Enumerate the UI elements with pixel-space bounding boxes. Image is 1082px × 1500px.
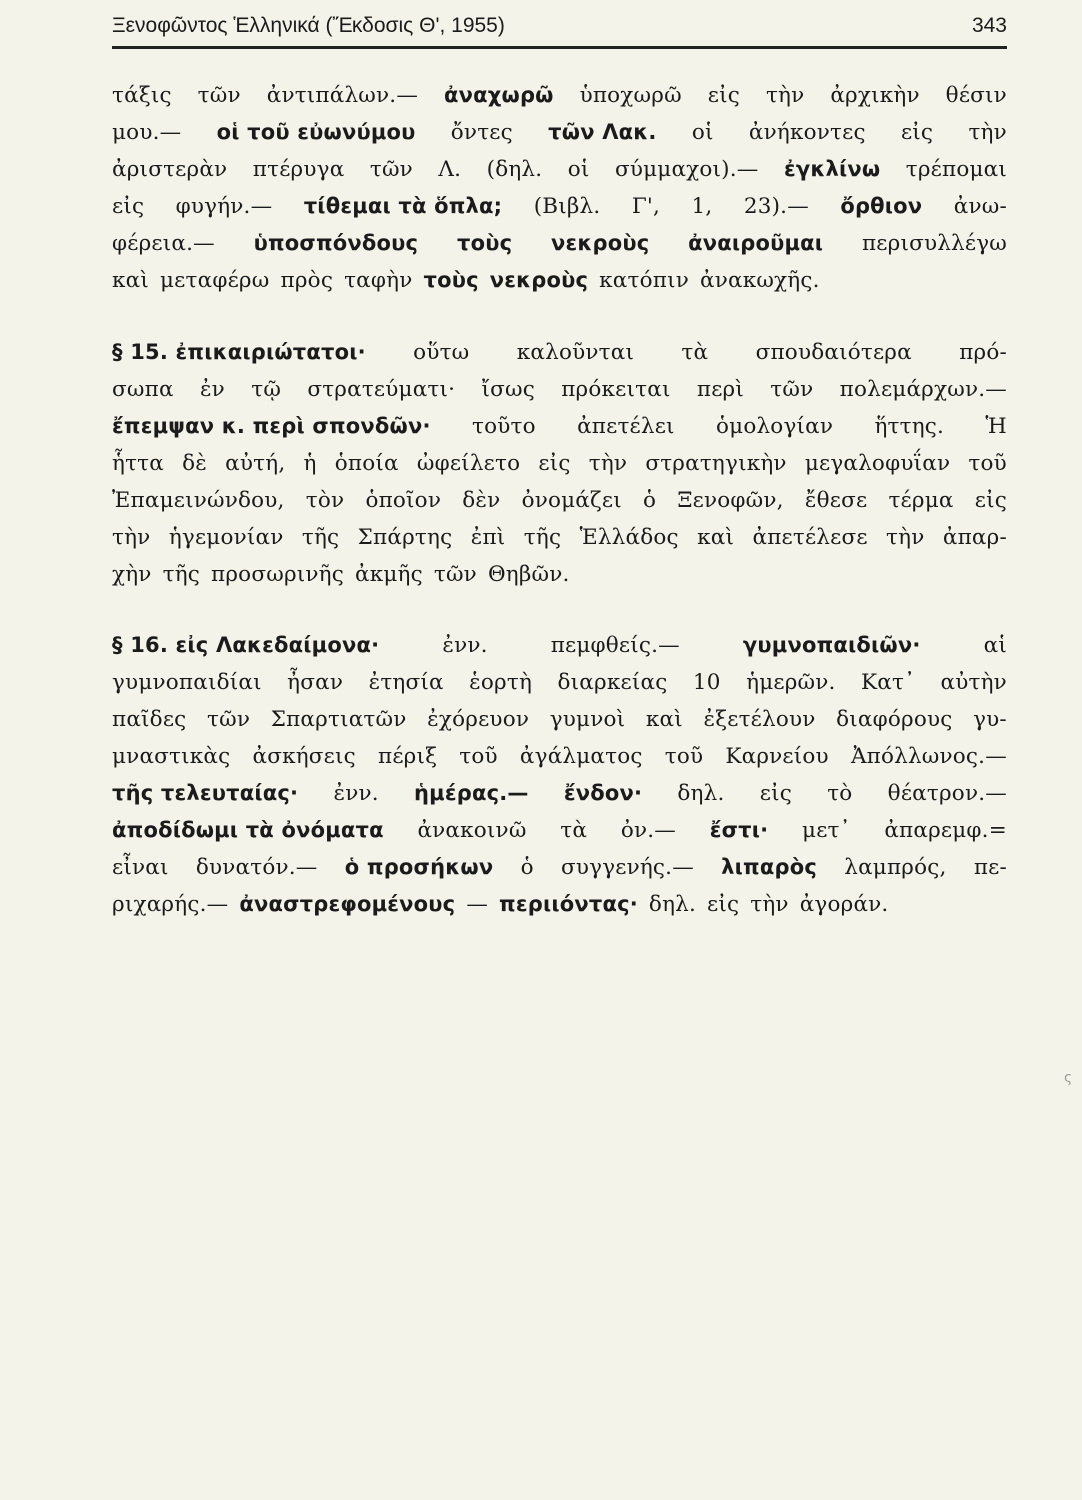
word: μναστικὰς (112, 744, 231, 769)
word: δηλ. (648, 892, 697, 917)
word: τέρμα (888, 488, 954, 513)
lemma: ἀναστρεφομένους (239, 892, 456, 916)
word: τῆς (301, 525, 340, 550)
page-number: 343 (971, 14, 1007, 37)
lemma: ἀναχωρῶ (443, 83, 554, 107)
word: πέριξ (378, 744, 438, 769)
word: ἐνν. (333, 781, 379, 806)
word: τῆς (523, 525, 562, 550)
word: ἀγοράν. (799, 892, 889, 917)
word: ἐνν. (442, 633, 488, 658)
word: ἐπὶ (470, 525, 506, 550)
lemma: νεκροὺς (489, 268, 589, 292)
word: ἀκμῆς (355, 562, 423, 587)
word: ὁποία (334, 451, 399, 476)
word: ἀπετέλει (577, 414, 675, 439)
word: τῶν (197, 83, 241, 108)
word: παῖδες (112, 707, 187, 732)
word: μου.— (112, 120, 182, 145)
word: τοῦ (459, 744, 498, 769)
word: Καρνείου (725, 744, 829, 769)
word: τοῦτο (471, 414, 536, 439)
word: 23).— (743, 194, 809, 219)
lemma: τοὺς (456, 231, 513, 255)
word: τάξις (112, 83, 172, 108)
word: μετ᾽ (802, 818, 851, 843)
word: εἰς (538, 451, 571, 476)
lemma: τῆς τελευταίας· (112, 781, 299, 805)
word: πρό- (959, 340, 1007, 365)
word: ἔθεσε (804, 488, 868, 513)
word: δυνατόν.— (195, 855, 318, 880)
word: δὲ (182, 451, 208, 476)
word: ἀπαρεμφ.= (884, 818, 1007, 843)
text-line (112, 627, 1007, 664)
word: τῆς (162, 562, 201, 587)
word: διαφόρους (836, 707, 953, 732)
text-line (112, 886, 1007, 923)
word: ἡμερῶν. (746, 670, 836, 695)
word: μεταφέρω (160, 268, 270, 293)
text-line (112, 77, 1007, 114)
word: εἰς (974, 488, 1007, 513)
lemma: τίθεμαι τὰ ὅπλα; (303, 194, 503, 218)
lemma: τῶν Λακ. (548, 120, 657, 144)
word: Γ', (631, 194, 661, 219)
lemma: ἔπεμψαν κ. περὶ σπονδῶν· (112, 414, 431, 438)
text-line (112, 262, 1007, 299)
word: ταφὴν (344, 268, 413, 293)
word: — (466, 892, 489, 917)
text-line (112, 849, 1007, 886)
lemma: ὑποσπόνδους (253, 231, 419, 255)
text-line (112, 114, 1007, 151)
word: ἀρχικὴν (830, 83, 920, 108)
word: Λ. (438, 157, 462, 182)
word: ὁ (520, 855, 534, 880)
word: Σπάρτης (357, 525, 453, 550)
running-header (112, 8, 1007, 44)
text-line (112, 445, 1007, 482)
word: αὐτὴν (940, 670, 1007, 695)
word: στρατηγικὴν (645, 451, 787, 476)
word: πεμφθείς.— (550, 633, 680, 658)
text-line (112, 812, 1007, 849)
word: ὀν.— (620, 818, 676, 843)
word: τὴν (886, 525, 925, 550)
word: Σπαρτιατῶν (270, 707, 407, 732)
word: Ἡ (985, 414, 1007, 439)
lemma: λιπαρὸς (721, 855, 817, 879)
text-line (112, 519, 1007, 556)
word: εἰς (112, 194, 145, 219)
text-line (112, 371, 1007, 408)
word: τῷ (251, 377, 282, 402)
word: Ἑλλάδος (579, 525, 679, 550)
lemma: ἐγκλίνω (783, 157, 881, 181)
word: τὰ (681, 340, 709, 365)
word: ἀπετέλεσε (752, 525, 868, 550)
lemma: ἀποδίδωμι τὰ ὀνόματα (112, 818, 384, 842)
word: φέρεια.— (112, 231, 215, 256)
lemma: ἀναιροῦμαι (688, 231, 824, 255)
lemma: § 15. ἐπικαιριώτατοι· (112, 340, 366, 364)
word: ἡγεμονίαν (168, 525, 284, 550)
text-line (112, 738, 1007, 775)
word: στρατεύματι· (307, 377, 456, 402)
word: ἴσως (481, 377, 535, 402)
word: οὕτω (413, 340, 470, 365)
text-line (112, 151, 1007, 188)
header-rule (112, 46, 1007, 49)
word: ὁμολογίαν (716, 414, 834, 439)
lemma: ἡμέρας.— (414, 781, 529, 805)
word: πτέρυγα (252, 157, 345, 182)
lemma: ἔνδον· (563, 781, 643, 805)
word: ἀνακοινῶ (417, 818, 527, 843)
word: ἐχόρευον (427, 707, 530, 732)
lemma: περιιόντας· (499, 892, 638, 916)
word: πε- (973, 855, 1007, 880)
word: τοῦ (664, 744, 704, 769)
word: Κατ᾽ (861, 670, 916, 695)
word: ἐν (199, 377, 225, 402)
lemma: τοὺς (423, 268, 479, 292)
word: 10 (692, 670, 721, 695)
word: ἀγάλματος (519, 744, 643, 769)
word: σπουδαιότερα (755, 340, 912, 365)
word: ἧττα (112, 451, 164, 476)
text-line (112, 225, 1007, 262)
word: προσωρινῆς (211, 562, 344, 587)
lemma: οἱ τοῦ εὐωνύμου (216, 120, 416, 144)
word: Θηβῶν. (487, 562, 570, 587)
word: ἀπαρ- (942, 525, 1007, 550)
word: ἀντιπάλων.— (266, 83, 419, 108)
word: δηλ. (677, 781, 725, 806)
word: τὸν (305, 488, 345, 513)
lemma: ὁ προσήκων (344, 855, 494, 879)
commentary-section-15 (112, 334, 1007, 593)
word: τοῦ (968, 451, 1007, 476)
word: Ἐπαμεινώνδου, (112, 488, 285, 513)
word: λαμπρός, (844, 855, 947, 880)
lemma: νεκροὺς (550, 231, 650, 255)
word: τρέπομαι (905, 157, 1007, 182)
word: τὴν (968, 120, 1007, 145)
word: τὰ (560, 818, 588, 843)
word: οἱ (691, 120, 714, 145)
word: ὠφείλετο (416, 451, 521, 476)
word: Ξενοφῶν, (677, 488, 784, 513)
word: ριχαρής.— (112, 892, 229, 917)
word: καὶ (645, 707, 683, 732)
word: συγγενής.— (561, 855, 694, 880)
text-line (112, 556, 1007, 593)
text-line (112, 334, 1007, 371)
word: γυ- (973, 707, 1007, 732)
word: τὴν (588, 451, 628, 476)
word: εἶναι (112, 855, 169, 880)
word: σύμμαχοι).— (614, 157, 759, 182)
word: ἀνω- (953, 194, 1007, 219)
word: (Βιβλ. (533, 194, 601, 219)
word: ἀριστερὰν (112, 157, 228, 182)
text-line (112, 482, 1007, 519)
word: ἀσκήσεις (252, 744, 356, 769)
word: περισυλλέγω (861, 231, 1007, 256)
word: ἀνήκοντες (748, 120, 866, 145)
word: ἡ (303, 451, 317, 476)
word: ἥττης. (874, 414, 945, 439)
word: πρὸς (280, 268, 334, 293)
lemma: § 16. εἰς Λακεδαίμονα· (112, 633, 380, 657)
word: ὑποχωρῶ (579, 83, 682, 108)
word: τὴν (750, 892, 789, 917)
margin-mark: ς (1064, 1070, 1073, 1086)
text-line (112, 701, 1007, 738)
word: αἱ (983, 633, 1007, 658)
word: εἰς (900, 120, 934, 145)
word: (δηλ. (486, 157, 543, 182)
word: ὀνομάζει (521, 488, 622, 513)
word: τὴν (765, 83, 805, 108)
running-title: Ξενοφῶντος Ἑλληνικά (Ἔκδοσις Θ', 1955) (112, 14, 505, 37)
word: Ἀπόλλωνος.— (850, 744, 1007, 769)
word: καὶ (112, 268, 149, 293)
word: τὴν (112, 525, 151, 550)
word: ὁ (643, 488, 657, 513)
word: εἰς (707, 83, 740, 108)
word: ἐτησία (368, 670, 444, 695)
word: ὄντες (450, 120, 513, 145)
word: δὲν (462, 488, 501, 513)
word: ἐξετέλουν (703, 707, 816, 732)
word: αὐτή, (225, 451, 286, 476)
word: εἰς (707, 892, 740, 917)
word: πολεμάρχων.— (839, 377, 1007, 402)
word: εἰς (759, 781, 792, 806)
lemma: ἔστι· (709, 818, 769, 842)
word: γυμνοπαιδίαι (112, 670, 262, 695)
commentary-section-16 (112, 627, 1007, 923)
word: θέατρον.— (887, 781, 1007, 806)
word: γυμνοὶ (549, 707, 626, 732)
commentary-section-14 (112, 77, 1007, 299)
text-line (112, 664, 1007, 701)
word: τὸ (827, 781, 853, 806)
word: οἱ (567, 157, 590, 182)
word: τῶν (369, 157, 413, 182)
word: χὴν (112, 562, 152, 587)
text-line (112, 408, 1007, 445)
word: τῶν (207, 707, 251, 732)
word: ἑορτὴ (469, 670, 533, 695)
word: κατόπιν (599, 268, 689, 293)
lemma: ὄρθιον (840, 194, 923, 218)
text-line (112, 188, 1007, 225)
word: φυγήν.— (175, 194, 273, 219)
word: τῶν (433, 562, 477, 587)
word: καὶ (697, 525, 735, 550)
word: καλοῦνται (516, 340, 635, 365)
word: ἀνακωχῆς. (699, 268, 820, 293)
word: τῶν (770, 377, 814, 402)
lemma: γυμνοπαιδιῶν· (742, 633, 921, 657)
word: 1, (691, 194, 713, 219)
word: ἦσαν (287, 670, 344, 695)
word: πρόκειται (561, 377, 671, 402)
word: διαρκείας (557, 670, 668, 695)
word: θέσιν (945, 83, 1007, 108)
word: περὶ (696, 377, 744, 402)
word: σωπα (112, 377, 174, 402)
word: ὁποῖον (365, 488, 442, 513)
word: μεγαλοφυΐαν (804, 451, 951, 476)
text-line (112, 775, 1007, 812)
